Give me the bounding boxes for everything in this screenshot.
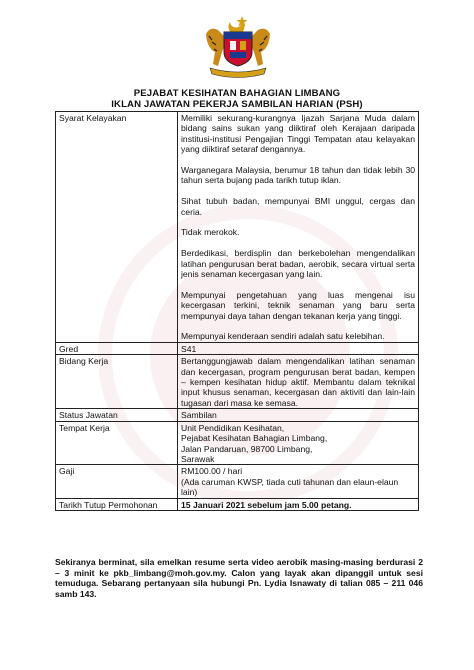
address-line: Sarawak <box>181 453 215 464</box>
table-row-tarikh <box>56 498 419 510</box>
application-instructions: Sekiranya berminat, sila emelkan resume serta video aerobik masing-masing berdurasi 2 – 3 minit ke pkb_limbang@moh.gov.my. Calon yang layak akan dipanggil untuk sesi temuduga. Sebarang pertanyaan sila hubungi Pn. Lydia Isnawaty di talian 085 – 211 046 samb 143. <box>55 557 423 599</box>
syarat-value <box>178 112 419 343</box>
syarat-paragraph: Berdedikasi, berdisplin dan berkebolehan mengendalikan latihan pengurusan berat badan, aerobik, secara virtual serta jenis senaman kecergasan yang lain. <box>181 248 415 280</box>
gaji-value <box>178 465 419 498</box>
status-label: Status Jawatan <box>56 409 178 421</box>
syarat-paragraph: Mempunyai pengetahuan yang luas mengenai isu kecergasan terkini, teknik senaman yang baru serta mempunyai daya tahan dengan tekanan kerja yang tinggi. <box>181 289 415 321</box>
coat-of-arms-icon <box>200 12 276 78</box>
bidang-text: Bertanggungjawab dalam mengendalikan latihan senaman dan kecergasan, program pengurusan berat badan, kempen – kempen kesihatan hidup aktif. Membantu dalam teknikal input khusus senaman, kecergasan dan aktiviti dan lain-lain tugasan dari masa ke semasa. <box>181 356 415 408</box>
syarat-paragraph: Warganegara Malaysia, berumur 18 tahun dan tidak lebih 30 tahun serta bujang pada tarikh tutup iklan. <box>181 165 415 186</box>
gaji-label: Gaji <box>56 465 178 498</box>
address-line: Unit Pendidikan Kesihatan, <box>181 422 285 433</box>
gaji-amount: RM100.00 / hari <box>181 466 243 477</box>
tarikh-value: 15 Januari 2021 sebelum jam 5.00 petang. <box>178 498 419 510</box>
tempat-value <box>178 421 419 465</box>
table-row-tempat <box>56 421 419 465</box>
table-row-status <box>56 409 419 421</box>
syarat-paragraph: Mempunyai kenderaan sendiri adalah satu kelebihan. <box>181 331 385 342</box>
bidang-label: Bidang Kerja <box>56 355 178 409</box>
syarat-paragraph: Sihat tubuh badan, mempunyai BMI unggul, cergas dan ceria. <box>181 196 415 217</box>
status-value: Sambilan <box>178 409 419 421</box>
table-row-syarat <box>56 112 419 343</box>
table-row-bidang <box>56 355 419 409</box>
address-line: Pejabat Kesihatan Bahagian Limbang, <box>181 433 328 444</box>
gred-label: Gred <box>56 342 178 354</box>
syarat-paragraph: Tidak merokok. <box>181 227 240 238</box>
syarat-paragraph: Memiliki sekurang-kurangnya Ijazah Sarjana Muda dalam bidang sains sukan yang diiktiraf oleh Kerajaan daripada institusi-institusi Pengajian Tinggi Tempatan atau kelayakan yang diiktiraf setaraf dengannya. <box>181 113 415 155</box>
tempat-label: Tempat Kerja <box>56 421 178 465</box>
gred-value: S41 <box>178 342 419 354</box>
job-details-table <box>55 111 419 511</box>
gaji-note: (Ada caruman KWSP, tiada cuti tahunan dan elaun-elaun lain) <box>181 476 399 498</box>
address-line: Jalan Pandaruan, 98700 Limbang, <box>181 443 313 454</box>
advert-subtitle: IKLAN JAWATAN PEKERJA SAMBILAN HARIAN (PSH) <box>111 99 363 110</box>
tarikh-label: Tarikh Tutup Permohonan <box>56 498 178 510</box>
table-row-gaji <box>56 465 419 498</box>
table-row-gred <box>56 342 419 354</box>
syarat-label: Syarat Kelayakan <box>56 112 178 343</box>
bidang-value <box>178 355 419 409</box>
office-title: PEJABAT KESIHATAN BAHAGIAN LIMBANG <box>133 88 341 99</box>
